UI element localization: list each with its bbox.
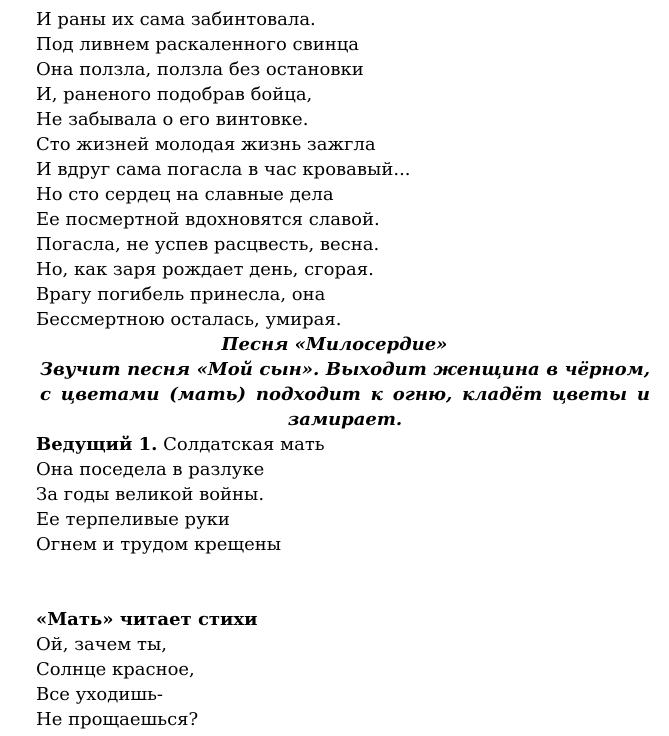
poem-line: Под ливнем раскаленного свинца [36, 34, 360, 55]
mother-line: Ой, зачем ты, [36, 634, 168, 655]
host-line: Солдатская мать [157, 434, 325, 455]
poem-line: Но, как заря рождает день, сгорая. [36, 259, 374, 280]
song-title: Песня «Милосердие» [221, 334, 448, 355]
mother-heading: «Мать» читает стихи [36, 609, 258, 630]
stage-direction: Звучит песня «Мой сын». Выходит женщина в чёрном, с цветами (мать) подходит к огню, кладёт цветы и замирает. [40, 359, 650, 430]
mother-line: Не прощаешься? [36, 709, 199, 730]
poem-line: Но сто сердец на славные дела [36, 184, 334, 205]
poem-line: Не забывала о его винтовке. [36, 109, 309, 130]
host-line: За годы великой войны. [36, 484, 265, 505]
host-label: Ведущий 1. [36, 434, 158, 455]
host-line: Она поседела в разлуке [36, 459, 265, 480]
host-line: Огнем и трудом крещены [36, 534, 282, 555]
poem-line: И вдруг сама погасла в час кровавый... [36, 159, 411, 180]
mother-line: Солнце красное, [36, 659, 195, 680]
poem-line: Ее посмертной вдохновятся славой. [36, 209, 380, 230]
host-first-line [36, 432, 325, 457]
poem-line: И, раненого подобрав бойца, [36, 84, 313, 105]
poem-line: И раны их сама забинтовала. [36, 9, 316, 30]
poem-line: Сто жизней молодая жизнь зажгла [36, 134, 376, 155]
poem-line: Врагу погибель принесла, она [36, 284, 326, 305]
poem-line: Она ползла, ползла без остановки [36, 59, 364, 80]
poem-line: Погасла, не успев расцвесть, весна. [36, 234, 380, 255]
poem-line: Бессмертною осталась, умирая. [36, 309, 342, 330]
mother-line: Все уходишь- [36, 684, 163, 705]
host-line: Ее терпеливые руки [36, 509, 230, 530]
